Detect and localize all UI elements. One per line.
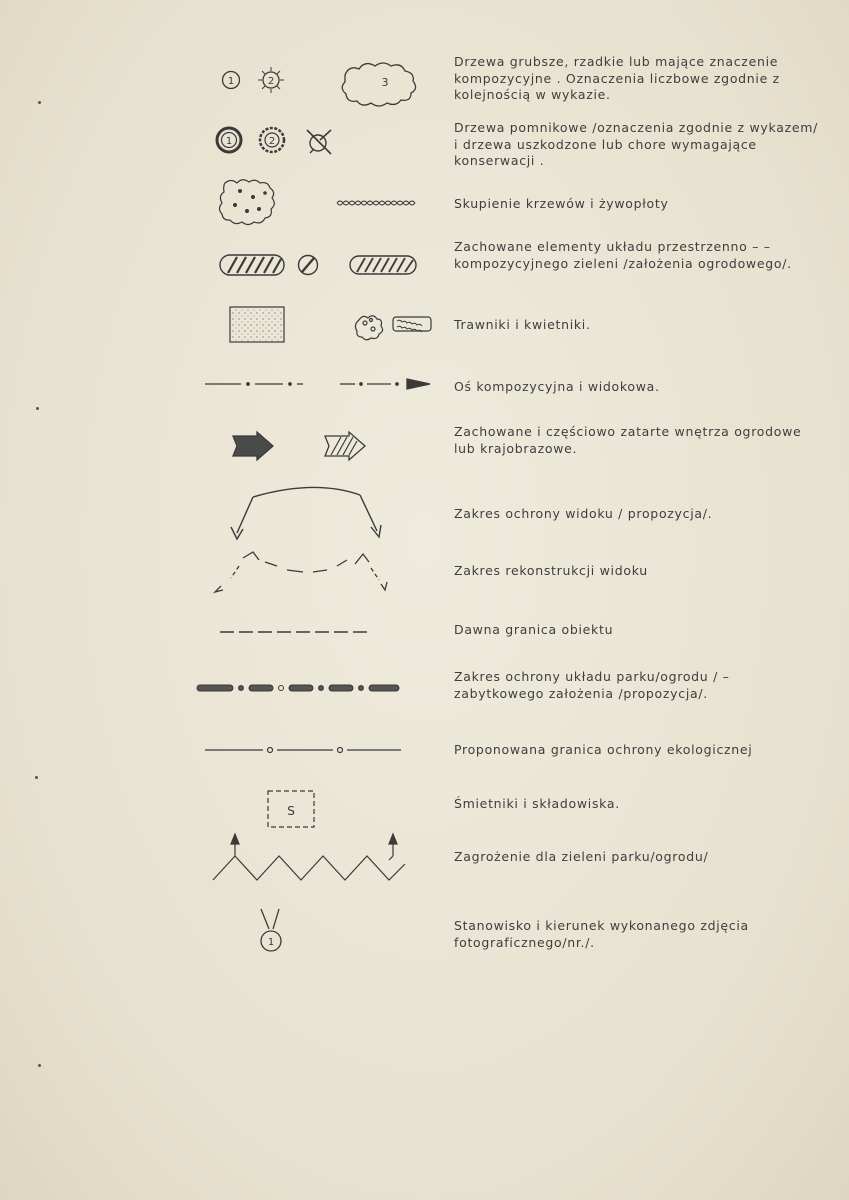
tree-label-2: 2 [267,76,275,87]
threat-zigzag-icon [195,830,445,886]
legend-text: Zakres ochrony widoku / propozycja/. [454,506,713,521]
view-reconstruction-icon [195,548,445,598]
monument-label-2: 2 [268,136,276,147]
interior-arrow-icon [195,428,445,464]
legend-text: Zagrożenie dla zieleni parku/ogrodu/ [454,849,709,864]
former-boundary-icon [195,624,445,640]
preserved-element-icon [195,250,445,280]
margin-speck [38,101,41,104]
legend-text: Drzewa grubsze, rzadkie lub mające znaczenie kompozycyjne . Oznaczenia liczbowe zgodnie z kolejnością w wykazie. [454,54,780,102]
legend-text: Zachowane elementy układu przestrzenno – – kompozycyjnego zieleni /założenia ogrodowego/. [454,239,792,271]
legend-text: Zachowane i częściowo zatarte wnętrza ogrodowe lub krajobrazowe. [454,424,802,456]
legend-text: Skupienie krzewów i żywopłoty [454,196,669,211]
park-protection-line-icon [195,680,445,696]
tree-label-3: 3 [381,76,389,89]
ecological-boundary-icon [195,742,445,758]
double-circle-trees-icon [195,118,445,163]
tree-label-1: 1 [227,76,235,87]
dump-letter: S [287,804,295,818]
lawn-icon [195,305,445,345]
view-range-icon [195,485,445,545]
margin-speck [35,776,38,779]
legend-text: Zakres rekonstrukcji widoku [454,563,648,578]
axis-line-icon [195,372,445,396]
legend-text: Dawna granica obiektu [454,622,614,637]
legend-text: Trawniki i kwietniki. [454,317,591,332]
legend-text: Stanowisko i kierunek wykonanego zdjęcia fotograficznego/nr./. [454,918,749,950]
circled-number-trees-icon [195,55,445,105]
legend-text: Oś kompozycyjna i widokowa. [454,379,660,394]
margin-speck [38,1064,41,1067]
margin-speck [36,407,39,410]
legend-text: Zakres ochrony układu parku/ogrodu / – zabytkowego założenia /propozycja/. [454,669,730,701]
dump-square-icon [195,788,445,832]
legend-text: Proponowana granica ochrony ekologicznej [454,742,753,757]
legend-text: Drzewa pomnikowe /oznaczenia zgodnie z wykazem/ i drzewa uszkodzone lub chore wymagające konserwacji . [454,120,819,168]
photo-number: 1 [267,937,275,948]
photo-station-icon [195,905,445,960]
shrub-cluster-icon [195,175,445,230]
monument-label-1: 1 [225,136,233,147]
legend-text: Śmietniki i składowiska. [454,796,620,811]
